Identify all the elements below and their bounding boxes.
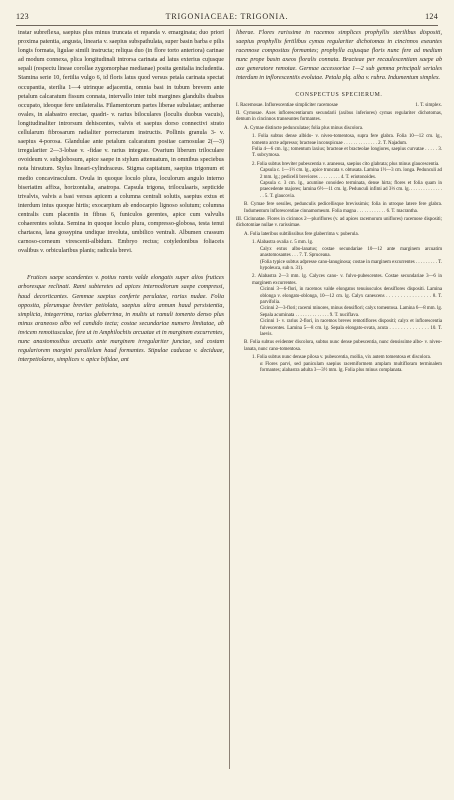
- key-entry: A. Folia lateribus subtilissibus fere glaberrima v. puberula.: [244, 231, 359, 237]
- key-entry: Cicinni 1- v. rarius 2-flori, in racemos breves remotiflores dispositi; calyx et inflorescentia fulvescentes. Lamina 5—8 cm. lg. Sepala elongato-ovata, acuta . . . . . . . . . . . . . . 10. T. laevis.: [260, 319, 442, 337]
- key-entry: 2. Alabastra 2—3 mm. lg. Calyces cano- v. fulvo-pubescentes. Costae secundariae 3—6 in marginem excurrentes.: [252, 274, 442, 286]
- key-entry-text: I. Racemosae. Inflorescentiae simpliciter racemosae: [236, 102, 338, 108]
- key-entry: A. Cymae distincte pedunculatae; folia plus minus discolora.: [244, 125, 364, 131]
- key-entry: (Folia typice subtus adpresse cano-lanuginosa; costae in marginem excurrentes . . . . . . . . . T. hypoleuca, sub n. 31).: [260, 259, 442, 271]
- key-entry: B. Cymae fere sessiles, pedunculis pedicellisque brevissimis; folia in utroque latere fere glabra. Indumentum inflorescentiae cinnamomeum. Folia magna . . . . . . . . . . . . 6. T. macrantha.: [244, 202, 442, 214]
- running-title: TRIGONIACEAE: TRIGONIA.: [165, 12, 289, 21]
- key-entry: III. Cicinnatae. Flores in cicinnos 2—pluriflores (v. ad apices racemorum uniflores) racemose dispositi; dichotomiae nullae v. rarissimae.: [236, 217, 442, 229]
- key-entry: Calyx extus albo-lanatus; costae secundariae 10—12 ante marginem arcuatim anastomosantes . . . 7. T. Spruceana.: [260, 246, 442, 259]
- running-header: [14, 12, 440, 24]
- page-number-right: 124: [425, 12, 438, 21]
- key-entry: Cicinni 3—6-flori, in racemos valde elongatos tenuiusculos densiflores dispositi. Lamina oblonga v. elongato-oblonga, 10—12 cm. lg. Calyx canescens . . . . . . . . . . . . . . . . 8. T. parvifolia.: [260, 287, 442, 305]
- continuation-paragraph: liberae. Flores rarissime in racemos simplices prophyllis sterilibus dispositi, saepius prophyllis fertilibus cymas regulariter dichotomas in cincinnos exeuntes racemose compositas formantes; prophylla cujusque floris nunc fere ad medium nunc prope basin axeos floralis connata. Bracteae per recaulescentiam saepe ab axe generatore remotae. Germae accessoriae 1—2 sub gemma principali seriales interdum in inflorescentiis evolutae. Petala plq. alba v. rubra. Indumentum simplex.: [236, 30, 442, 82]
- key-species: 1. T. simplex.: [415, 102, 442, 108]
- header-rule: [16, 25, 438, 26]
- species-key: [236, 103, 442, 375]
- key-entry: B. Folia subtus evidenter discolora, subtus nunc dense pubescentia, nunc densissime albo- v. niveo-lanata, nunc cano-tomentosa.: [244, 340, 442, 352]
- key-entry: Cicinni 2—3-flori; racemi minores, minus densiflori; calyx tomentosa. Lamina 6—8 mm. lg. Sepala acuminata . . . . . . . . . . . . . . 9. T. nuciflava.: [260, 306, 442, 318]
- right-column: [236, 29, 442, 789]
- conspectus-title: CONSPECTUS SPECIERUM.: [295, 91, 383, 98]
- description-paragraph: instar subreflexa, saepius plus minus truncata et repanda v. emarginata; duo priori proxima patentia, angusta, linearia v. saepius subspathulata, super basin barba e pilis longis formata, ligulae simili instructa; reliqua duo (in flore torto anteriora) carinae ad modum connexa, plica longitudinali introrsa carinata ad latus exterius cujusque sepali (respectu lineae corollae zygomorphae medianae) posita genitalia includentia. Stamina serie 10, fertilia vulgo 6, id floris latus quod versus petala carinata spectat occupantia, sterilia 1—4 utrinque adjacentia, omnia basi in tubum brevem ante petalum calcaratum fissum connata, intervallo inter tubi margines glandulis duabus occupato, ideoque fere unilateralia. Filamentorum partes liberae subulatae; antherae ovales, in alabastro erectae, quadri- v. rarius biloculares (loculis duobus vacuis), longitudinaliter introrsum dehiscentes, valvis et saepius dorso connectivi strato cellularum fibrosarum radialiter porrectarum instructis. Pollinis granula 3- v. saepius 4-porosa. Glandulae ante petalum calcaratum positae carnosulae 2(—3) irregulariter 2—3-lobae v. -fidae v. rarius integrae. Ovarium liberum triloculare ovoideum v. subglobosum, apice saepe in stylum attenuatum, in omnibus speciebus nota hirsutum. Stylus lineari-cylindraceus. Stigma capitatum, saepius trigonum et medio concavinsculum. Ovula in quoque loculo plura, loculorum angulo interno biseriatim affixa, horizontalia, anatropa. Capsula trigona, triloculaaris, septicide trivalvis, valvis a basi versus apicem a columna centrali solutis, saepius extus et interdum intus quoque hirtis; exocarpium ab endocarpio lignoso solutum; columna centralis cum placentis in fibras 6, funiculos gerentes, apice cum valvulis cohaerentes soluta. Semina in quoque loculo plura, compresso-globosa, testa tenui chartacea, lana gossypina undique involuta, umbilico ventrali. Albumen crassum carnoso-corneum virescenti-albidum. Embryo rectus; cotyledonibus foliaceis ovalibus v. orbicularibus planis; radicula brevi.: [18, 30, 224, 255]
- habit-paragraph: Frutices saepe scandentes v. potius ramis valde elongatis super alios frutices arboresque reclinati. Rami subteretes ad apices internodiorum saepe compressi, haud decorticantes. Gemmae saepius conferte perulatae, rarius nudae. Folia opposita, plerumque breviter petiolata, saepius ultra annum haud persistentia, simplicia, integerrima, rarius glaberrima, in multis ut ramuli tomento denso plus minus araneoso albo vel candido tecta; costae secundariae numero limitatae, ab invicem remotiusculae, fere ut in Amphilochiis arcuatae et in marginem excurrentes, nunc anastomosibus arcuatis ante marginem irregulariter junctae, sed costam regulariorem margini parallelam haud formantes. Stipulae caducae v. deciduae, interpetiolares, simplices v. apice bifidae, ant: [18, 275, 224, 364]
- key-entry: Folia 4—6 cm. lg.; tomentum laxius; bracteae et bracteolae longiores, saepius curvatae . . . . . 3. T. subcymosa.: [252, 147, 442, 159]
- left-column: [18, 29, 224, 789]
- paragraph-gap: [18, 256, 224, 274]
- key-entry: II. Cymosae. Axes inflorescentiarum secundarii (axibus inferiores) cymas regulariter dichotomas, demum in cincinnos transeuntes formantes.: [236, 110, 442, 123]
- column-divider: [229, 29, 230, 769]
- page-number-left: 123: [16, 12, 29, 21]
- key-entry: Capsula c. 1—1½ cm. lg., apice truncata v. obtusata. Lamina 1½—3 cm. longa. Pedunculi ad 2 mm. lg.; pedicelli breviores . . . . . . . . . 4. T. eriotonoides.: [260, 168, 442, 180]
- key-entry: α Flores parvi, sed paniculam saepius racemiformem amplam multifloram terminalem formantes; alabastra adulta 3—3½ mm. lg. Folia plus minus complanata.: [260, 361, 442, 373]
- key-entry: 1. Folia subtus dense albido- v. niveo-tomentosa, supra fere glabra. Folia 10—12 cm. lg., tomento arcte adpresso; bracteae inconspicuae . . . . . . . . . . . . . . 2. T. Najadum.: [252, 134, 442, 146]
- key-entry: 1. Folia subtus nunc densae pilosa v. pubescentia, mollia, vix autem tomentosa et discolora.: [252, 355, 431, 361]
- key-entry: [236, 103, 442, 109]
- key-entry: Capsula c. 3 cm. lg., acumine conoideo terminata, dense hirta; flores et folia quam in praecedente majores; lamina 6½—11 cm. lg. Pedunculi infimi ad 3⅓ cm. lg. . . . . . . . . . . . . . . . 5. T. glaucovia.: [260, 181, 442, 199]
- key-entry: 1. Alabastra ovalia c. 5 mm. lg.: [252, 240, 314, 246]
- key-entry: 2. Folia subtus breviter pubescentia v. araneosa, saepius cito glabrata; plus minus glaucescentia.: [252, 161, 440, 167]
